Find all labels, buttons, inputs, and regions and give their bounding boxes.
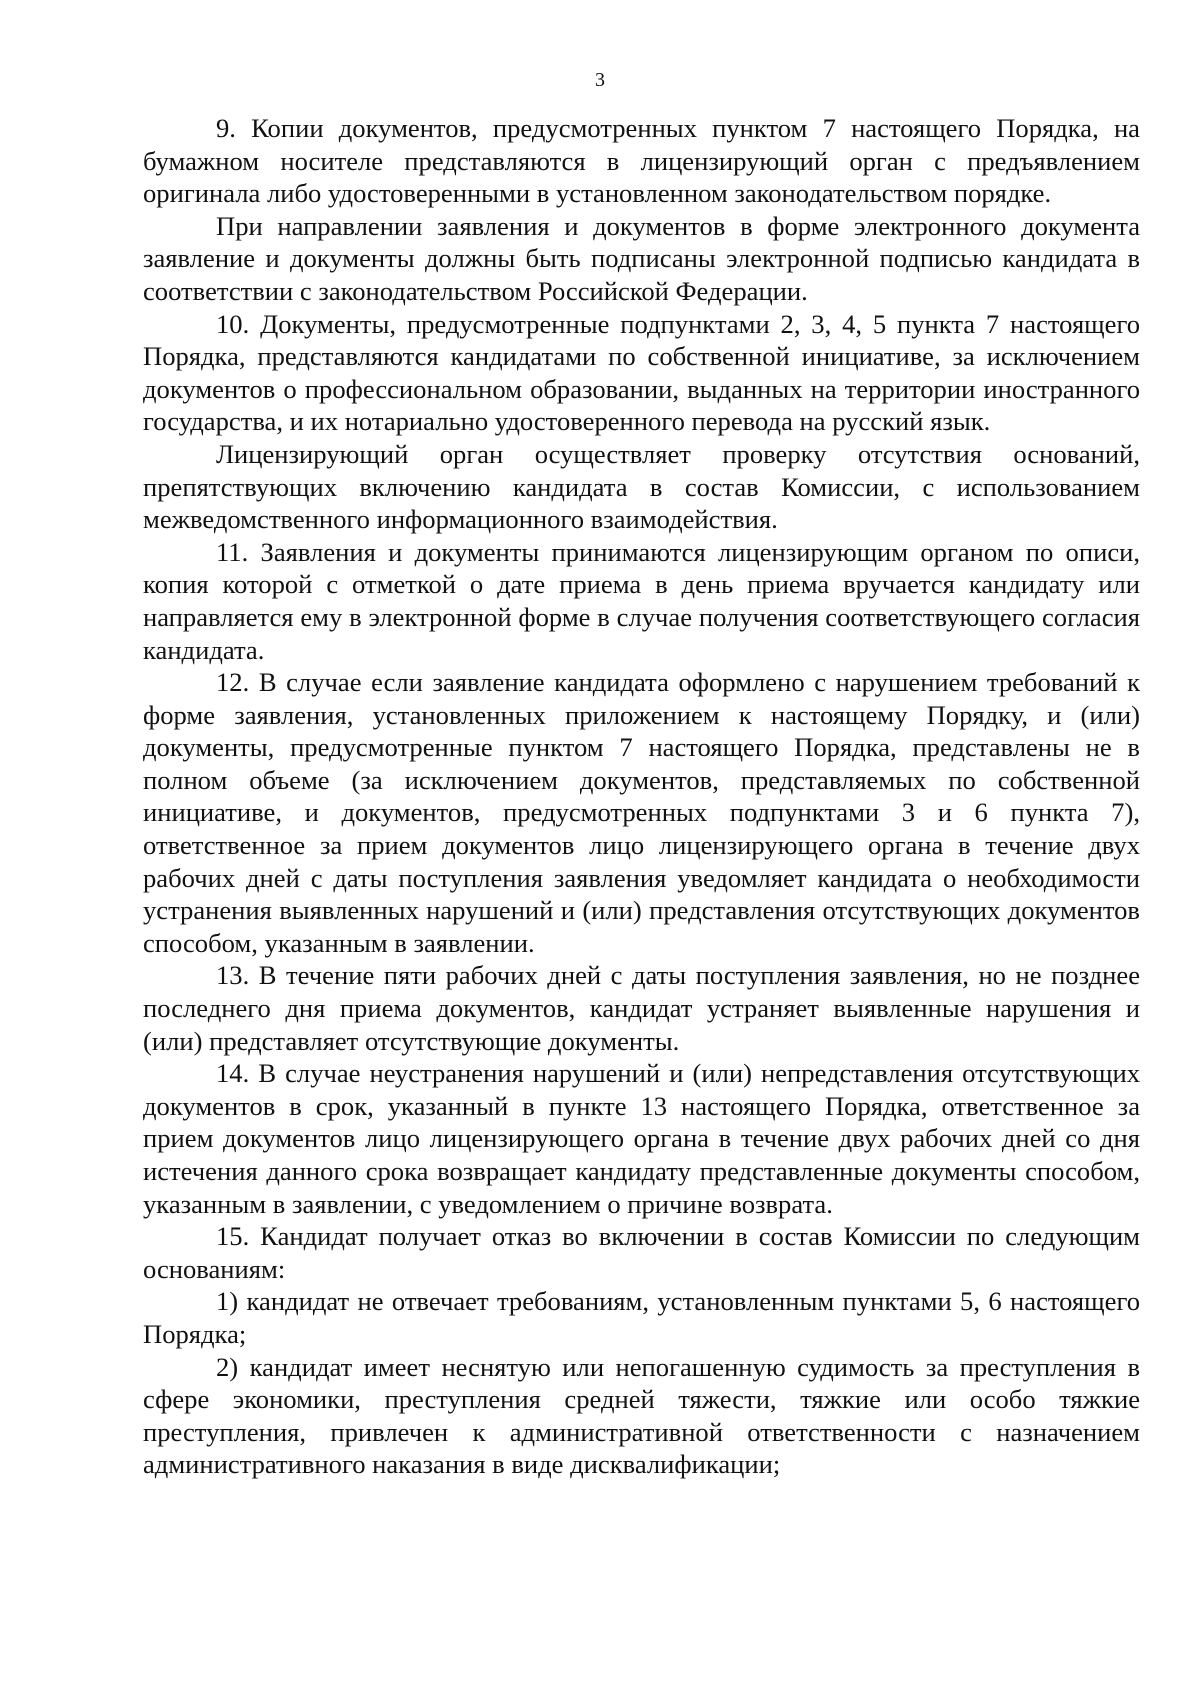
paragraph-13: 13. В течение пяти рабочих дней с даты поступления заявления, но не позднее последнего дня приема документов, кандидат устраняет выявленные нарушения и (или) представляет отсутствующие документы. <box>143 960 1140 1056</box>
page-number: 3 <box>595 69 605 91</box>
paragraph-15-item-2: 2) кандидат имеет неснятую или непогашенную судимость за преступления в сфере экономики, преступления средней тяжести, тяжкие или особо тяжкие преступления, привлечен к административной ответственности с назначением административного наказания в виде дисквалификации; <box>143 1351 1140 1480</box>
paragraph-14: 14. В случае неустранения нарушений и (или) непредставления отсутствующих документов в срок, указанный в пункте 13 настоящего Порядка, ответственное за прием документов лицо лицензирующего органа в течение двух рабочих дней со дня истечения данного срока возвращает кандидату представленные документы способом, указанным в заявлении, с уведомлением о причине возврата. <box>143 1058 1140 1219</box>
document-body <box>143 112 1140 1481</box>
paragraph-12: 12. В случае если заявление кандидата оформлено с нарушением требований к форме заявления, установленных приложением к настоящему Порядку, и (или) документы, предусмотренные пунктом 7 настоящего Порядка, представлены не в полном объеме (за исключением документов, представляемых по собственной инициативе, и документов, предусмотренных подпунктами 3 и 6 пункта 7), ответственное за прием документов лицо лицензирующего органа в течение двух рабочих дней с даты поступления заявления уведомляет кандидата о необходимости устранения выявленных нарушений и (или) представления отсутствующих документов способом, указанным в заявлении. <box>143 667 1140 958</box>
paragraph-licensing-check: Лицензирующий орган осуществляет проверку отсутствия оснований, препятствующих включению кандидата в состав Комиссии, с использованием межведомственного информационного взаимодействия. <box>143 438 1140 535</box>
paragraph-15-item-1: 1) кандидат не отвечает требованиям, установленным пунктами 5, 6 настоящего Порядка; <box>143 1286 1140 1349</box>
paragraph-11: 11. Заявления и документы принимаются лицензирующим органом по описи, копия которой с отметкой о дате приема в день приема вручается кандидату или направляется ему в электронной форме в случае получения соответствующего согласия кандидата. <box>143 536 1140 665</box>
paragraph-electronic-signature: При направлении заявления и документов в форме электронного документа заявление и документы должны быть подписаны электронной подписью кандидата в соответствии с законодательством Российской Федерации. <box>143 210 1140 306</box>
paragraph-9: 9. Копии документов, предусмотренных пунктом 7 настоящего Порядка, на бумажном носителе представляются в лицензирующий орган с предъявлением оригинала либо удостоверенными в установленном законодательством порядке. <box>143 113 1140 209</box>
paragraph-15: 15. Кандидат получает отказ во включении в состав Комиссии по следующим основаниям: <box>143 1221 1140 1284</box>
paragraph-10: 10. Документы, предусмотренные подпунктами 2, 3, 4, 5 пункта 7 настоящего Порядка, представляются кандидатами по собственной инициативе, за исключением документов о профессиональном образовании, выданных на территории иностранного государства, и их нотариально удостоверенного перевода на русский язык. <box>143 308 1140 437</box>
